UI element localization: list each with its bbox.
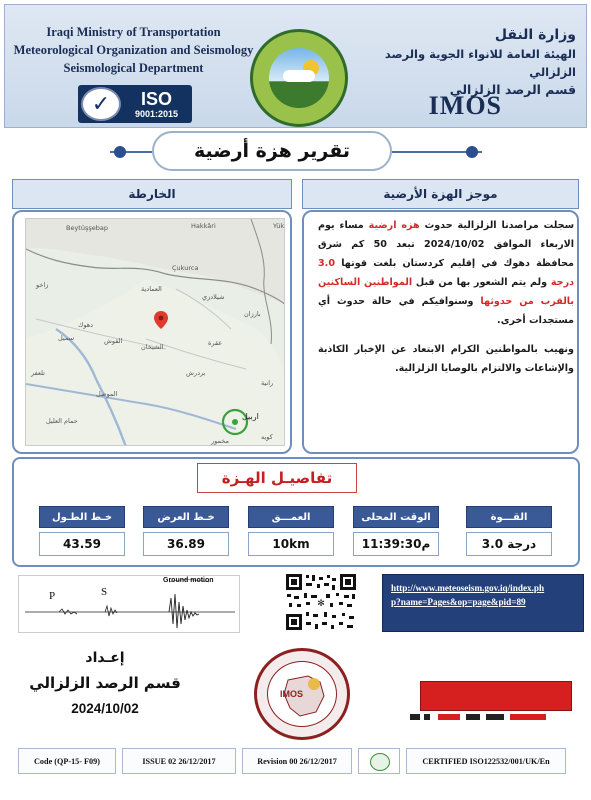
report-title-row: [110, 131, 482, 171]
summary-paragraph-2: ونهيب بالمواطنين الكرام الابتعاد عن الإخبار الكاذبة والإشاعات والالتزام بالوصايا الزلزالية.: [318, 344, 574, 374]
column-header-magnitude: القـــوة: [466, 506, 552, 528]
seismogram-wave-icon: [19, 576, 241, 634]
summary-text: وسنوافيكم في حالة حدوث أي مستجدات أخرى.: [318, 296, 574, 326]
header-arabic: [336, 25, 576, 99]
map-label-cukurca: Çukurca: [172, 264, 199, 272]
seismogram-caption: Ground motion: [163, 577, 214, 584]
qr-code-icon: [284, 572, 358, 632]
department-name-en: Seismological Department: [63, 61, 204, 75]
local-time-value: 11:39:30م: [353, 532, 439, 556]
revision-number: Revision 00 26/12/2017: [242, 748, 352, 774]
obscured-text-strip: [410, 712, 550, 722]
certification-badge: [358, 748, 400, 774]
map-label-hakkari: Hakkâri: [191, 222, 216, 230]
map-heading: الخارطة: [12, 179, 292, 209]
issue-number: ISSUE 02 26/12/2017: [122, 748, 236, 774]
document-footer: [18, 748, 566, 774]
map-label-alqosh: القوش: [104, 337, 123, 345]
map-label-bardarash: بردرش: [186, 369, 206, 377]
epicenter-map[interactable]: [25, 218, 285, 446]
map-label-yuksekova: Yük: [273, 222, 285, 230]
organization-name-ar: الهيئة العامة للانواء الجوية والرصد الزلزالي: [384, 47, 576, 79]
certification-icon: [370, 753, 390, 771]
website-link-box[interactable]: [382, 574, 584, 632]
map-label-tal-afar: تلعفر: [31, 369, 45, 377]
map-label-barzan: بارزان: [244, 310, 261, 318]
organization-name-en: Meteorological Organization and Seismology: [13, 43, 254, 57]
iso-badge: [78, 85, 192, 123]
document-code: Code (QP-15- F09): [18, 748, 116, 774]
summary-date: 2024/10/02: [424, 239, 485, 250]
ministry-name-ar: وزارة النقل: [494, 27, 576, 43]
bullet-icon: [466, 146, 478, 158]
summary-magnitude: 3.0 درجة: [318, 258, 575, 288]
prepared-by-block: [20, 645, 190, 723]
summary-heading: موجز الهزة الأرضية: [302, 179, 579, 209]
map-label-makhmur: مخمور: [211, 437, 229, 445]
magnitude-value: 3.0 درجة: [466, 532, 552, 556]
summary-text: سجلت مراصدنا الزلزالية حدوث: [424, 220, 575, 231]
column-header-depth: العمـــق: [248, 506, 334, 528]
prepared-by-department: قسم الرصد الزلزالي: [29, 674, 181, 692]
latitude-value: 36.89: [143, 532, 229, 556]
map-label-hammam: حمام العليل: [46, 417, 78, 425]
summary-paragraph-1: [318, 216, 574, 330]
certification-number: CERTIFIED ISO122532/001/UK/En: [406, 748, 566, 774]
map-label-rania: رانية: [261, 379, 274, 387]
qr-code[interactable]: [284, 572, 358, 632]
earthquake-summary: [318, 216, 574, 388]
s-wave-label: S: [101, 586, 108, 598]
organization-logo: [250, 29, 348, 127]
checkmark-icon: ✓: [81, 87, 121, 121]
map-label-amadiya: العمادية: [141, 285, 162, 293]
map-label-erbil: اربيل: [242, 412, 259, 421]
depth-value: 10km: [248, 532, 334, 556]
header-english: [11, 23, 256, 77]
column-header-longitude: خـط الطـول: [39, 506, 125, 528]
department-seal: [254, 648, 350, 740]
brand-name: IMOS: [428, 91, 502, 120]
summary-highlight: هزه ارضية: [368, 220, 420, 231]
red-stamp-block: [420, 681, 572, 711]
summary-highlight: المواطنين الساكنين بالقرب من حدوثها: [318, 277, 574, 307]
header-banner: [4, 4, 587, 128]
summary-text: ولم يتم الشعور بها من قبل: [415, 277, 548, 288]
column-header-local-time: الوقت المحلى: [353, 506, 439, 528]
map-label-duhok: دهوك: [78, 321, 94, 329]
map-label-mosul: الموصل: [96, 390, 118, 398]
map-label-shiladze: شيلادزي: [202, 293, 225, 301]
svg-text:✻: ✻: [317, 599, 325, 609]
longitude-value: 43.59: [39, 532, 125, 556]
p-wave-label: P: [49, 590, 56, 602]
details-title: تفاصيـل الهـزة: [197, 463, 357, 493]
ministry-name-en: Iraqi Ministry of Transportation: [46, 25, 221, 39]
logo-globe-icon: [269, 48, 329, 108]
column-header-latitude: خـط العرض: [143, 506, 229, 528]
website-url-line1[interactable]: http://www.meteoseism.gov.iq/index.ph: [391, 583, 545, 593]
seal-text: IMOS: [280, 689, 304, 699]
prepared-by-label: إعـداد: [85, 650, 125, 666]
map-label-koya: كويه: [261, 433, 273, 441]
map-label-zakho: زاخو: [36, 281, 49, 289]
summary-text: تبعد 50 كم شرق محافظة دهوك في إقليم كردستان بلغت قوتها: [318, 239, 574, 269]
iso-label: ISO: [140, 88, 172, 109]
cloud-icon: [283, 70, 315, 82]
map-label-aqra: عقرة: [208, 339, 223, 347]
report-date: 2024/10/02: [71, 701, 139, 716]
iso-standard: 9001:2015: [134, 108, 179, 119]
department-name-ar: قسم الرصد الزلزالي: [449, 82, 576, 97]
seal-inner-ring: [267, 661, 337, 727]
map-label-beytussebap: Beytüşşebap: [66, 224, 108, 232]
summary-text: مساء يوم الاربعاء الموافق: [318, 220, 575, 250]
seismogram-graphic: [18, 575, 240, 633]
bullet-icon: [114, 146, 126, 158]
map-label-shekhan: الشيخان: [141, 343, 164, 351]
map-label-sumel: سميل: [58, 334, 75, 342]
report-title: تقرير هزة أرضية: [152, 131, 392, 171]
website-url-line2[interactable]: p?name=Pages&op=page&pid=89: [391, 597, 526, 607]
